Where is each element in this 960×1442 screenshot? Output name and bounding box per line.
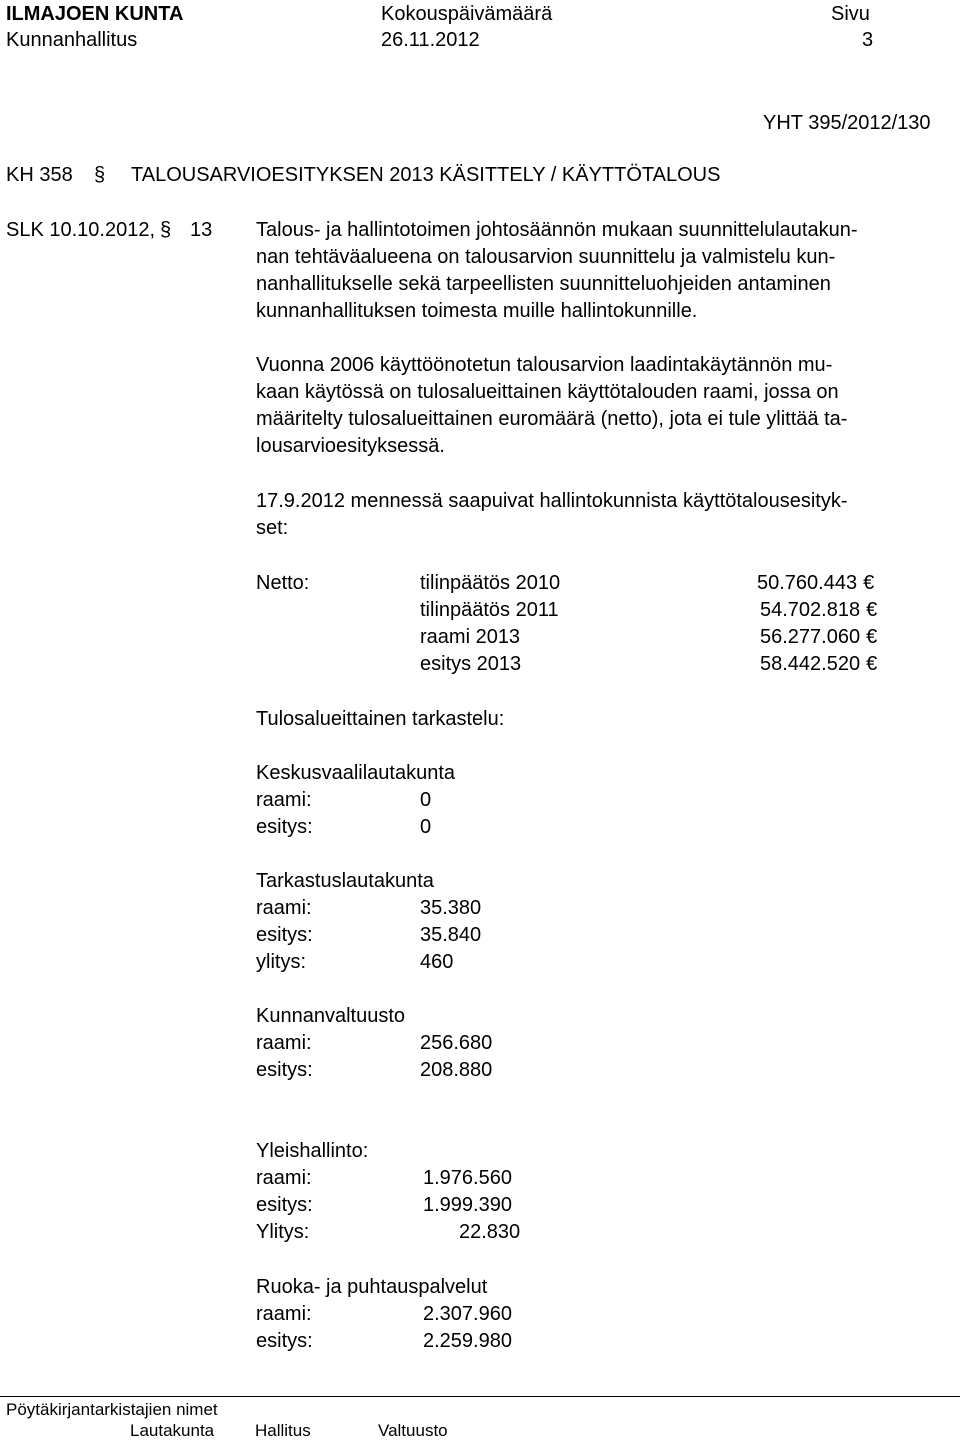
slk-section-symbol: §	[160, 219, 172, 241]
case-title: TALOUSARVIOESITYKSEN 2013 KÄSITTELY / KÄYTTÖTALOUS	[131, 164, 721, 186]
netto-value: 50.760.443	[757, 572, 858, 594]
footer-column-lautakunta: Lautakunta	[130, 1421, 215, 1440]
paragraph-line: Talous- ja hallintotoimen johtosäännön mukaan suunnittelulautakun-	[256, 219, 858, 241]
unit-row-label: ylitys:	[256, 951, 306, 973]
meeting-date: 26.11.2012	[381, 29, 480, 51]
unit-row-label: esitys:	[256, 1059, 313, 1081]
paragraph-line: kaan käytössä on tulosalueittainen käyttötalouden raami, jossa on	[256, 381, 839, 403]
unit-row-value: 35.380	[420, 897, 482, 919]
unit-row-label: esitys:	[256, 1330, 313, 1352]
organization-name: ILMAJOEN KUNTA	[6, 3, 184, 25]
footer-column-hallitus: Hallitus	[255, 1421, 311, 1440]
unit-row-label: esitys:	[256, 1194, 313, 1216]
unit-row-value: 1.976.560	[423, 1167, 512, 1189]
netto-row-name: raami 2013	[420, 626, 521, 648]
kh-reference: KH 358	[6, 164, 73, 186]
page-number: 3	[862, 29, 874, 51]
euro-icon: €	[866, 599, 878, 621]
yht-reference: YHT 395/2012/130	[763, 112, 931, 134]
netto-value: 54.702.818	[760, 599, 861, 621]
unit-row-label: esitys:	[256, 816, 313, 838]
paragraph-line: määritelty tulosalueittainen euromäärä (netto), jota ei tule ylittää ta-	[256, 408, 848, 430]
review-heading: Tulosalueittainen tarkastelu:	[256, 708, 505, 730]
paragraph-line: nan tehtäväalueena on talousarvion suunnittelu ja valmistelu kun-	[256, 246, 836, 268]
netto-row-value	[760, 597, 877, 624]
footer-column-valtuusto: Valtuusto	[378, 1421, 448, 1440]
unit-name: Ruoka- ja puhtauspalvelut	[256, 1276, 488, 1298]
unit-row-label: raami:	[256, 1167, 312, 1189]
unit-row-label: raami:	[256, 1032, 312, 1054]
euro-icon: €	[866, 626, 878, 648]
signers-label: Pöytäkirjantarkistajien nimet	[6, 1400, 218, 1419]
unit-row-value: 2.307.960	[423, 1303, 512, 1325]
unit-row-value: 256.680	[420, 1032, 493, 1054]
unit-name: Keskusvaalilautakunta	[256, 762, 456, 784]
paragraph-line: kunnanhallituksen toimesta muille hallintokunnille.	[256, 300, 698, 322]
paragraph-line: 17.9.2012 mennessä saapuivat hallintokunnista käyttötalousesityk-	[256, 490, 848, 512]
slk-section-number: 13	[190, 219, 213, 241]
unit-row-value: 208.880	[420, 1059, 493, 1081]
unit-name: Tarkastuslautakunta	[256, 870, 434, 892]
unit-name: Kunnanvaltuusto	[256, 1005, 406, 1027]
unit-row-label: esitys:	[256, 924, 313, 946]
unit-row-label: raami:	[256, 1303, 312, 1325]
paragraph-2	[256, 352, 936, 460]
section-symbol: §	[94, 164, 106, 186]
paragraph-line: lousarvioesityksessä.	[256, 435, 445, 457]
unit-row-value: 460	[420, 951, 454, 973]
netto-row-name: tilinpäätös 2011	[420, 599, 559, 621]
unit-row-value: 35.840	[420, 924, 482, 946]
page-label: Sivu	[831, 3, 870, 25]
paragraph-3	[256, 488, 936, 542]
netto-label: Netto:	[256, 572, 310, 594]
unit-row-value: 2.259.980	[423, 1330, 512, 1352]
netto-row-name: esitys 2013	[420, 653, 522, 675]
unit-row-value: 1.999.390	[423, 1194, 512, 1216]
netto-value: 56.277.060	[760, 626, 861, 648]
unit-row-label: raami:	[256, 897, 312, 919]
paragraph-line: set:	[256, 517, 289, 539]
unit-name: Yleishallinto:	[256, 1140, 369, 1162]
euro-icon: €	[866, 653, 878, 675]
unit-row-value: 0	[420, 789, 432, 811]
unit-row-value: 22.830	[459, 1221, 521, 1243]
unit-row-value: 0	[420, 816, 432, 838]
footer-divider	[0, 1396, 960, 1397]
body-name: Kunnanhallitus	[6, 29, 138, 51]
unit-row-label: Ylitys:	[256, 1221, 310, 1243]
meeting-date-label: Kokouspäivämäärä	[381, 3, 553, 25]
paragraph-1	[256, 217, 936, 325]
netto-value: 58.442.520	[760, 653, 861, 675]
netto-row-value	[757, 570, 874, 597]
paragraph-line: Vuonna 2006 käyttöönotetun talousarvion laadintakäytännön mu-	[256, 354, 833, 376]
euro-icon: €	[863, 572, 875, 594]
paragraph-line: nanhallitukselle sekä tarpeellisten suunnitteluohjeiden antaminen	[256, 273, 831, 295]
netto-row-value	[760, 651, 877, 678]
unit-row-label: raami:	[256, 789, 312, 811]
slk-reference: SLK 10.10.2012,	[6, 219, 156, 241]
netto-row-name: tilinpäätös 2010	[420, 572, 561, 594]
netto-row-value	[760, 624, 877, 651]
